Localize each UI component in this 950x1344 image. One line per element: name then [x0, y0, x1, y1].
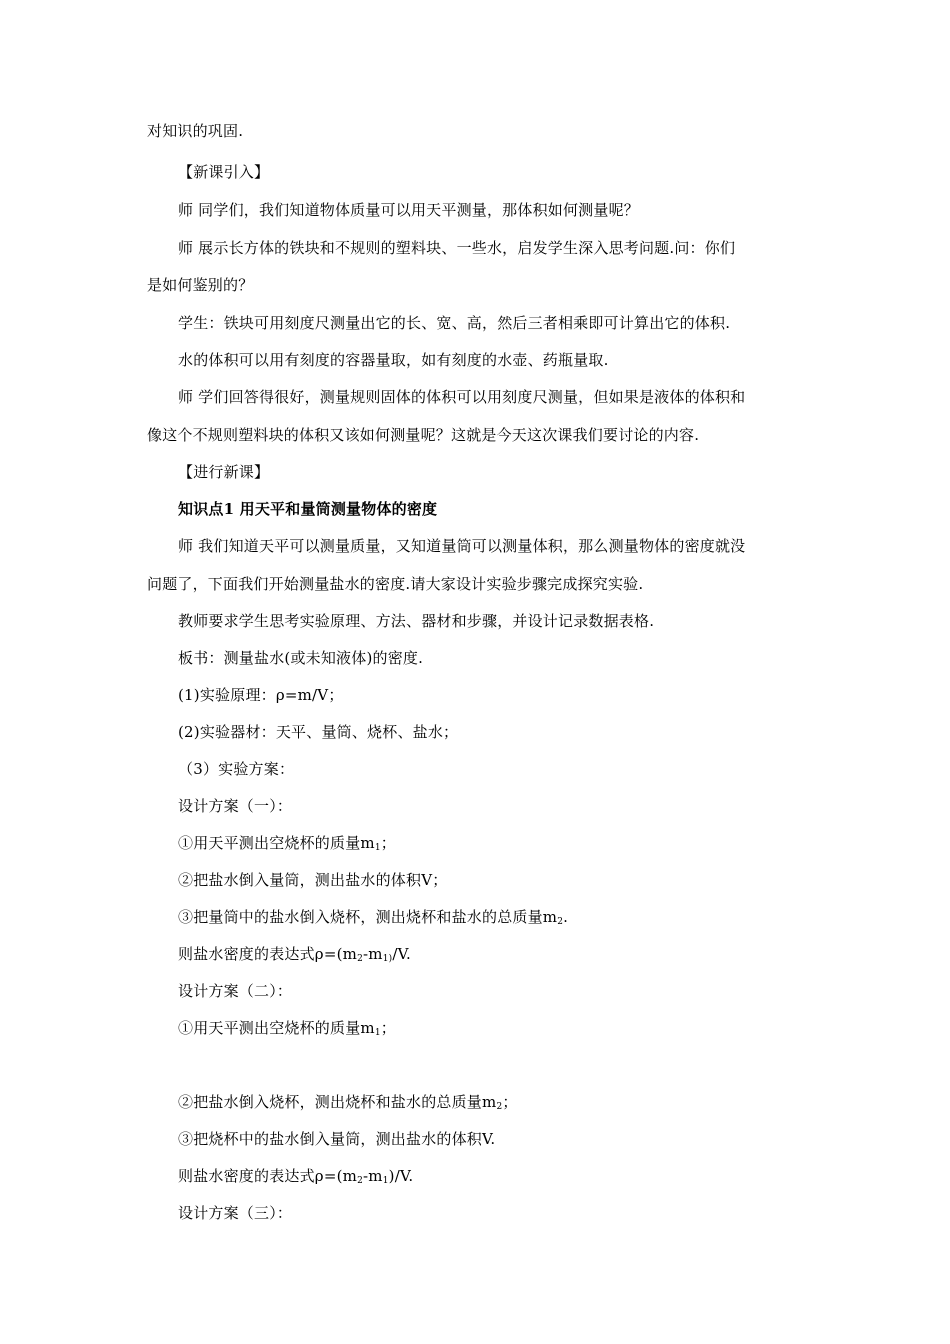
subscript: 2: [357, 954, 364, 964]
step-line: [178, 907, 568, 932]
step-line: [178, 833, 396, 858]
paragraph-line: 是如何鉴别的？: [147, 276, 254, 294]
step-text-end: .: [563, 908, 569, 926]
step-text-end: ；: [502, 1093, 518, 1111]
plan-heading: 设计方案（一）：: [178, 797, 293, 815]
step-text: ①用天平测出空烧杯的质量m: [178, 1019, 375, 1037]
formula-text: -m: [363, 1167, 383, 1185]
subscript: 1: [382, 1176, 389, 1186]
paragraph-line: 师 展示长方体的铁块和不规则的塑料块、一些水，启发学生深入思考问题.问：你们: [178, 239, 736, 257]
plan-heading: 设计方案（三）：: [178, 1204, 293, 1222]
formula-line: [178, 1166, 413, 1191]
subscript: 2: [496, 1102, 503, 1112]
formula-text: -m: [363, 945, 383, 963]
subscript: 2: [557, 917, 564, 927]
paragraph-line: 师 我们知道天平可以测量质量，又知道量筒可以测量体积，那么测量物体的密度就没: [178, 537, 746, 555]
paragraph-line: 教师要求学生思考实验原理、方法、器材和步骤，并设计记录数据表格.: [178, 612, 655, 630]
section-heading-new-lesson: 【进行新课】: [178, 463, 270, 481]
paragraph-line: 板书：测量盐水(或未知液体)的密度.: [178, 649, 424, 667]
step-line: ③把烧杯中的盐水倒入量筒，测出盐水的体积V.: [178, 1130, 496, 1148]
formula-text-end: )/V.: [388, 1167, 414, 1185]
formula-line: [178, 944, 411, 969]
step-text: ②把盐水倒入烧杯，测出烧杯和盐水的总质量m: [178, 1093, 497, 1111]
section-heading-new-lesson-intro: 【新课引入】: [178, 163, 270, 181]
paragraph-line: 师 学们回答得很好，测量规则固体的体积可以用刻度尺测量，但如果是液体的体积和: [178, 388, 746, 406]
step-text-end: ；: [380, 1019, 396, 1037]
subscript: 2: [357, 1176, 364, 1186]
plan-heading: 设计方案（二）：: [178, 982, 293, 1000]
subscript: 1: [374, 843, 381, 853]
paragraph-line: 问题了，下面我们开始测量盐水的密度.请大家设计实验步骤完成探究实验.: [147, 575, 644, 593]
step-line: [178, 1092, 518, 1117]
list-item: （3）实验方案：: [178, 760, 295, 778]
step-line: ②把盐水倒入量筒，测出盐水的体积V；: [178, 871, 448, 889]
paragraph-line: 学生：铁块可用刻度尺测量出它的长、宽、高，然后三者相乘即可计算出它的体积.: [178, 314, 731, 332]
subscript: 1: [374, 1028, 381, 1038]
step-text: ①用天平测出空烧杯的质量m: [178, 834, 375, 852]
formula-text: 则盐水密度的表达式ρ=(m: [178, 945, 358, 963]
step-text: ③把量筒中的盐水倒入烧杯，测出烧杯和盐水的总质量m: [178, 908, 558, 926]
formula-text-end: /V.: [392, 945, 411, 963]
paragraph-line: 像这个不规则塑料块的体积又该如何测量呢？这就是今天这次课我们要讨论的内容.: [147, 426, 700, 444]
paragraph-line: 水的体积可以用有刻度的容器量取，如有刻度的水壶、药瓶量取.: [178, 351, 609, 369]
paragraph-line: 对知识的巩固.: [147, 122, 244, 140]
subscript: 1): [382, 954, 393, 964]
list-item: (1)实验原理：ρ=m/V；: [178, 686, 344, 704]
step-text-end: ；: [380, 834, 396, 852]
list-item: (2)实验器材：天平、量筒、烧杯、盐水；: [178, 723, 459, 741]
knowledge-point-heading: 知识点1 用天平和量筒测量物体的密度: [178, 500, 438, 518]
step-line: [178, 1018, 396, 1043]
formula-text: 则盐水密度的表达式ρ=(m: [178, 1167, 358, 1185]
paragraph-line: 师 同学们，我们知道物体质量可以用天平测量，那体积如何测量呢？: [178, 201, 639, 219]
